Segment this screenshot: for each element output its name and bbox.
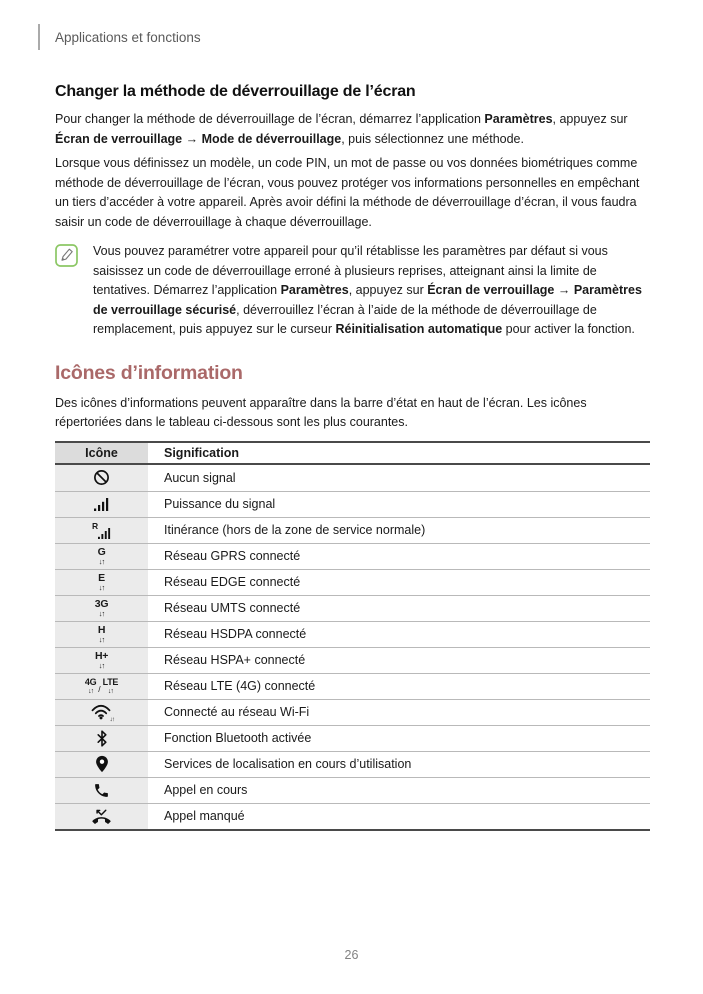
table-row: [55, 777, 650, 803]
page-number: 26: [344, 948, 359, 962]
call-icon: [93, 782, 110, 799]
section-heading: Icônes d’information: [55, 361, 243, 384]
meaning-cell: Appel manqué: [164, 809, 245, 823]
text-run: , puis sélectionnez une méthode.: [341, 131, 524, 146]
network-letter: H: [97, 623, 106, 636]
bold-text-run: Écran de verrouillage: [55, 131, 183, 146]
meaning-cell: Fonction Bluetooth activée: [164, 731, 312, 745]
bold-text-run: Paramètres: [484, 112, 553, 126]
paragraph-icons-intro: Des icônes d’informations peuvent apparaître dans la barre d’état en haut de l’écran. Les icônes répertoriées dans le tableau ci-dessous sont les plus courantes.: [55, 395, 587, 429]
roaming-icon: [92, 522, 111, 539]
table-row: [55, 465, 650, 491]
bold-text-run: Paramètres de verrouillage sécurisé: [93, 283, 642, 317]
paragraph-unlock-info: Lorsque vous définissez un modèle, un code PIN, un mot de passe ou vos données biométriques comme méthode de déverrouillage de l’écran, vous pouvez protéger vos informations personnelles en empêchant un tiers d’accéder à votre appareil. Après avoir défini la méthode de déverrouillage d’écran, il vous faudra saisir un code de déverrouillage à chaque déverrouillage.: [55, 156, 640, 229]
icon-cell: [55, 518, 152, 543]
table-row: [55, 725, 650, 751]
text-run: Pour changer la méthode de déverrouillage de l’écran, démarrez l’application: [55, 112, 485, 126]
icon-cell: [55, 596, 152, 621]
edge-network-icon: [98, 573, 105, 592]
subsection-heading: Changer la méthode de déverrouillage de l’écran: [55, 83, 416, 100]
updown-arrows-glyph: ↓↑: [107, 687, 113, 695]
lte-4g-part: [85, 678, 96, 695]
icon-cell: [55, 544, 152, 569]
hsdpa-network-icon: [98, 625, 105, 644]
note-box: [55, 242, 650, 340]
icon-cell: [55, 700, 152, 725]
meaning-cell: Réseau HSDPA connecté: [164, 627, 307, 641]
meaning-cell: Connecté au réseau Wi-Fi: [164, 705, 310, 719]
bold-text-run: Mode de déverrouillage: [201, 131, 342, 146]
header-title: Applications et fonctions: [55, 29, 201, 45]
bold-text-run: Réinitialisation automatique: [335, 322, 503, 336]
column-header-icon: Icône: [55, 443, 152, 463]
table-row: [55, 699, 650, 725]
text-run: , appuyez sur: [552, 112, 628, 126]
meaning-cell: Itinérance (hors de la zone de service normale): [164, 523, 426, 537]
table-row: [55, 803, 650, 829]
updown-arrows-glyph: ↓↑: [98, 583, 105, 592]
bluetooth-icon: [96, 730, 108, 747]
header-rule: [38, 24, 40, 50]
table-row: [55, 751, 650, 777]
lte-network-icon: [85, 678, 118, 695]
meaning-cell: Réseau GPRS connecté: [164, 549, 301, 563]
meaning-cell: Puissance du signal: [164, 497, 276, 511]
icon-cell: [55, 778, 152, 803]
table-row: [55, 569, 650, 595]
bold-text-run: Paramètres: [280, 283, 349, 297]
gprs-network-icon: [98, 547, 106, 566]
meaning-cell: Réseau HSPA+ connecté: [164, 653, 306, 667]
meaning-cell: Aucun signal: [164, 470, 236, 485]
text-run: , appuyez sur: [348, 283, 428, 297]
meaning-cell: Réseau UMTS connecté: [164, 601, 301, 615]
wifi-icon: [91, 704, 112, 721]
meaning-cell: Réseau EDGE connecté: [164, 575, 301, 589]
table-header-row: [55, 443, 650, 465]
icon-cell: [55, 465, 152, 491]
table-row: [55, 543, 650, 569]
text-run: pour activer la fonction.: [502, 322, 635, 336]
updown-arrows-glyph: ↓↑: [98, 661, 105, 670]
icon-cell: [55, 648, 152, 673]
column-header-meaning: Signification: [164, 445, 239, 460]
signal-strength-icon: [94, 498, 110, 511]
bold-text-run: Écran de verrouillage: [427, 283, 555, 297]
meaning-cell: Services de localisation en cours d’utilisation: [164, 757, 412, 771]
updown-arrows-glyph: ↓↑: [109, 715, 114, 723]
network-letter: 4G: [84, 676, 97, 687]
icon-cell: [55, 726, 152, 751]
icon-cell: [55, 752, 152, 777]
table-row: [55, 517, 650, 543]
network-letter: G: [97, 545, 106, 558]
text-run: Vous pouvez paramétrer votre appareil pour qu’il rétablisse les paramètres par défaut si vous saisissez un code de déverrouillage erroné à plusieurs reprises, atteignant ainsi la limite de tentatives. Démarrez l’application: [93, 244, 608, 297]
icon-cell: [55, 804, 152, 829]
table-row: [55, 595, 650, 621]
paragraph-change-method: [55, 110, 650, 149]
arrow-glyph: →: [182, 131, 202, 146]
hspa-plus-network-icon: [95, 651, 108, 670]
table-row: [55, 621, 650, 647]
meaning-cell: Appel en cours: [164, 783, 248, 797]
meaning-cell: Réseau LTE (4G) connecté: [164, 679, 316, 693]
running-header: [38, 24, 633, 50]
network-letter: H+: [94, 649, 109, 662]
table-row: [55, 673, 650, 699]
note-text: [93, 242, 650, 340]
note-pencil-icon: [55, 244, 78, 340]
updown-arrows-glyph: ↓↑: [98, 557, 105, 566]
table-row: [55, 647, 650, 673]
slash-glyph: /: [98, 683, 101, 694]
updown-arrows-glyph: ↓↑: [98, 609, 105, 618]
network-letter: LTE: [102, 676, 119, 687]
status-icons-table: [55, 441, 650, 831]
text-run: , déverrouillez l’écran à l’aide de la méthode de déverrouillage de remplacement, puis appuyez sur le curseur: [93, 302, 597, 336]
updown-arrows-glyph: ↓↑: [98, 635, 105, 644]
no-signal-icon: [93, 469, 110, 486]
updown-arrows-glyph: ↓↑: [88, 687, 94, 695]
roaming-letter: R: [92, 520, 99, 531]
umts-network-icon: [95, 599, 108, 618]
icon-cell: [55, 622, 152, 647]
icon-cell: [55, 674, 152, 699]
network-letter: E: [98, 571, 105, 584]
table-row: [55, 491, 650, 517]
network-letter: 3G: [94, 597, 109, 610]
icon-cell: [55, 492, 152, 517]
icon-cell: [55, 570, 152, 595]
location-icon: [95, 755, 109, 773]
lte-lte-part: [103, 678, 118, 695]
arrow-glyph: →: [554, 283, 574, 297]
missed-call-icon: [92, 808, 111, 824]
